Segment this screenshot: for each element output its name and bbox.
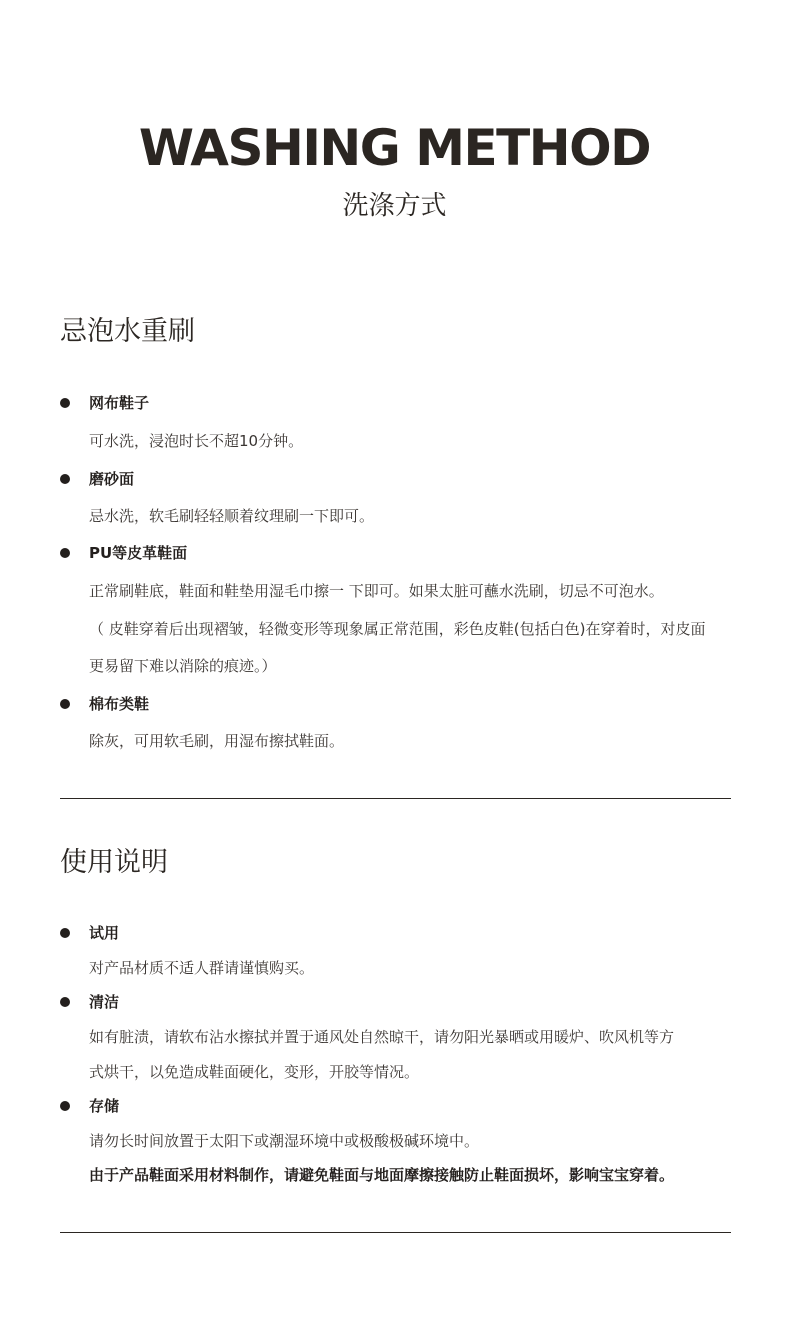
item-text: 对产品材质不适人群请谨慎购买。 <box>89 959 315 977</box>
bullet-icon <box>60 699 70 709</box>
item-text: （ 皮鞋穿着后出现褶皱，轻微变形等现象属正常范围，彩色皮鞋(包括白色)在穿着时，对皮面 <box>89 620 706 638</box>
item-text: 可水洗，浸泡时长不超10分钟。 <box>89 432 304 450</box>
item-title-trial: 试用 <box>60 922 119 944</box>
section-heading: 使用说明 <box>60 847 168 878</box>
item-text: 忌水洗，软毛刷轻轻顺着纹理刷一下即可。 <box>89 507 375 525</box>
bullet-icon <box>60 474 70 484</box>
page-subtitle: 洗涤方式 <box>342 191 447 221</box>
bullet-icon <box>60 997 70 1007</box>
divider <box>60 1232 731 1233</box>
divider <box>60 798 731 799</box>
section-heading: 忌泡水重刷 <box>60 316 195 347</box>
item-title-cotton: 棉布类鞋 <box>60 693 149 715</box>
item-text: 请勿长时间放置于太阳下或潮湿环境中或极酸极碱环境中。 <box>89 1132 480 1150</box>
item-title-pu-leather: PU等皮革鞋面 <box>60 542 187 564</box>
item-title-suede: 磨砂面 <box>60 468 134 490</box>
item-text: 更易留下难以消除的痕迹。） <box>89 657 277 675</box>
item-text: 正常刷鞋底，鞋面和鞋垫用湿毛巾擦一 下即可。如果太脏可蘸水洗刷，切忌不可泡水。 <box>89 582 664 600</box>
item-text: 如有脏渍，请软布沾水擦拭并置于通风处自然晾干，请勿阳光暴晒或用暖炉、吹风机等方 <box>89 1028 675 1046</box>
item-title-cleaning: 清洁 <box>60 991 119 1013</box>
bullet-icon <box>60 548 70 558</box>
bullet-icon <box>60 928 70 938</box>
item-text: 除灰，可用软毛刷，用湿布擦拭鞋面。 <box>89 732 345 750</box>
item-text-note: 由于产品鞋面采用材料制作，请避免鞋面与地面摩擦接触防止鞋面损坏，影响宝宝穿着。 <box>89 1166 675 1184</box>
item-text: 式烘干，以免造成鞋面硬化，变形，开胶等情况。 <box>89 1063 420 1081</box>
item-title-mesh: 网布鞋子 <box>60 392 149 414</box>
item-title-storage: 存储 <box>60 1095 119 1117</box>
bullet-icon <box>60 398 70 408</box>
page-title: WASHING METHOD <box>138 119 651 177</box>
bullet-icon <box>60 1101 70 1111</box>
